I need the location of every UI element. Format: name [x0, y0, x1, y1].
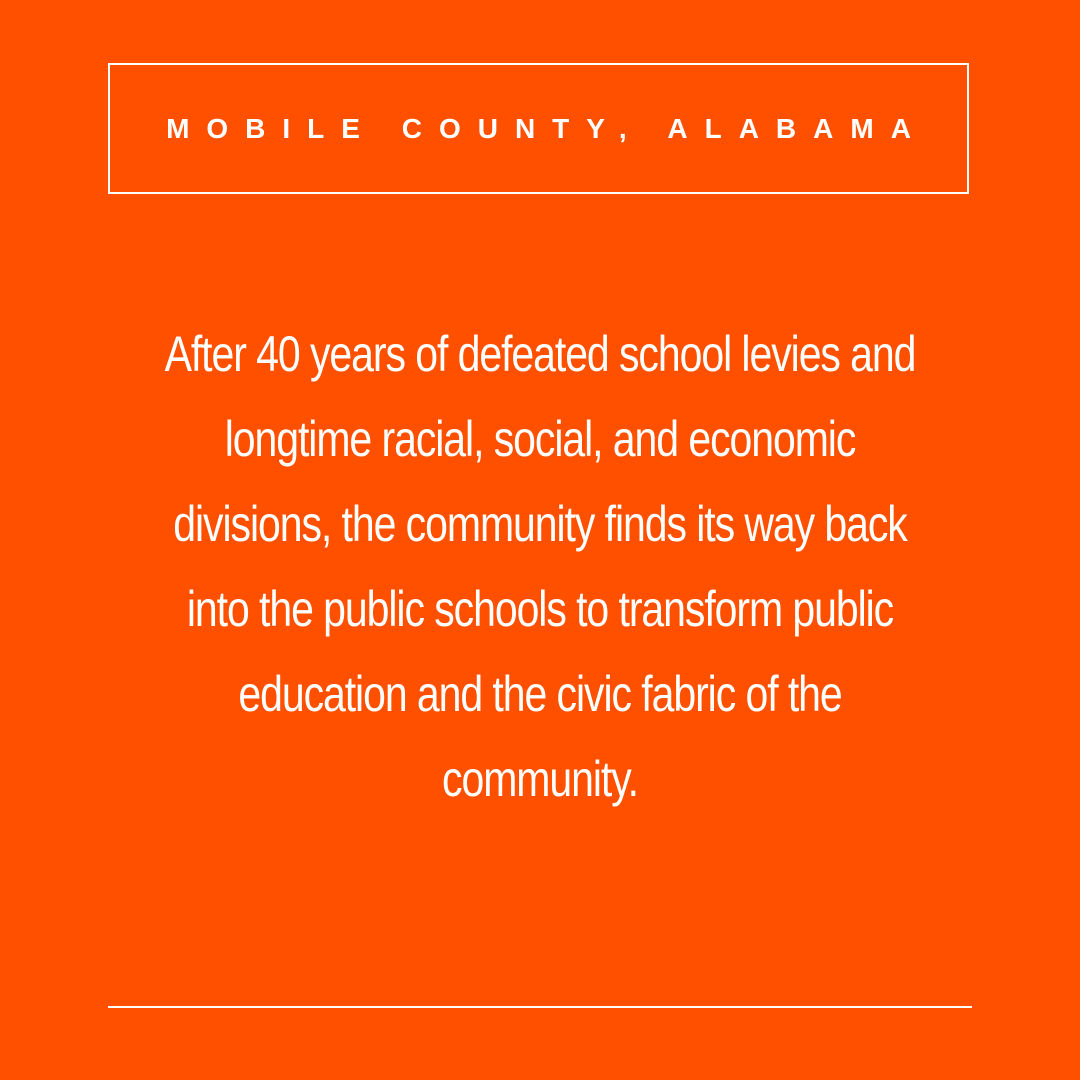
title-box	[108, 63, 969, 194]
description-line-5: education and the civic fabric of the	[238, 666, 842, 722]
description-paragraph	[146, 312, 933, 822]
location-title: MOBILE COUNTY, ALABAMA	[166, 112, 928, 144]
description-line-3: divisions, the community finds its way back	[173, 496, 907, 552]
description-line-6: community.	[442, 751, 638, 807]
bottom-divider	[108, 1006, 972, 1008]
description-line-4: into the public schools to transform public	[186, 581, 894, 637]
description-line-1: After 40 years of defeated school levies and	[164, 326, 916, 382]
description-line-2: longtime racial, social, and economic	[224, 411, 856, 467]
